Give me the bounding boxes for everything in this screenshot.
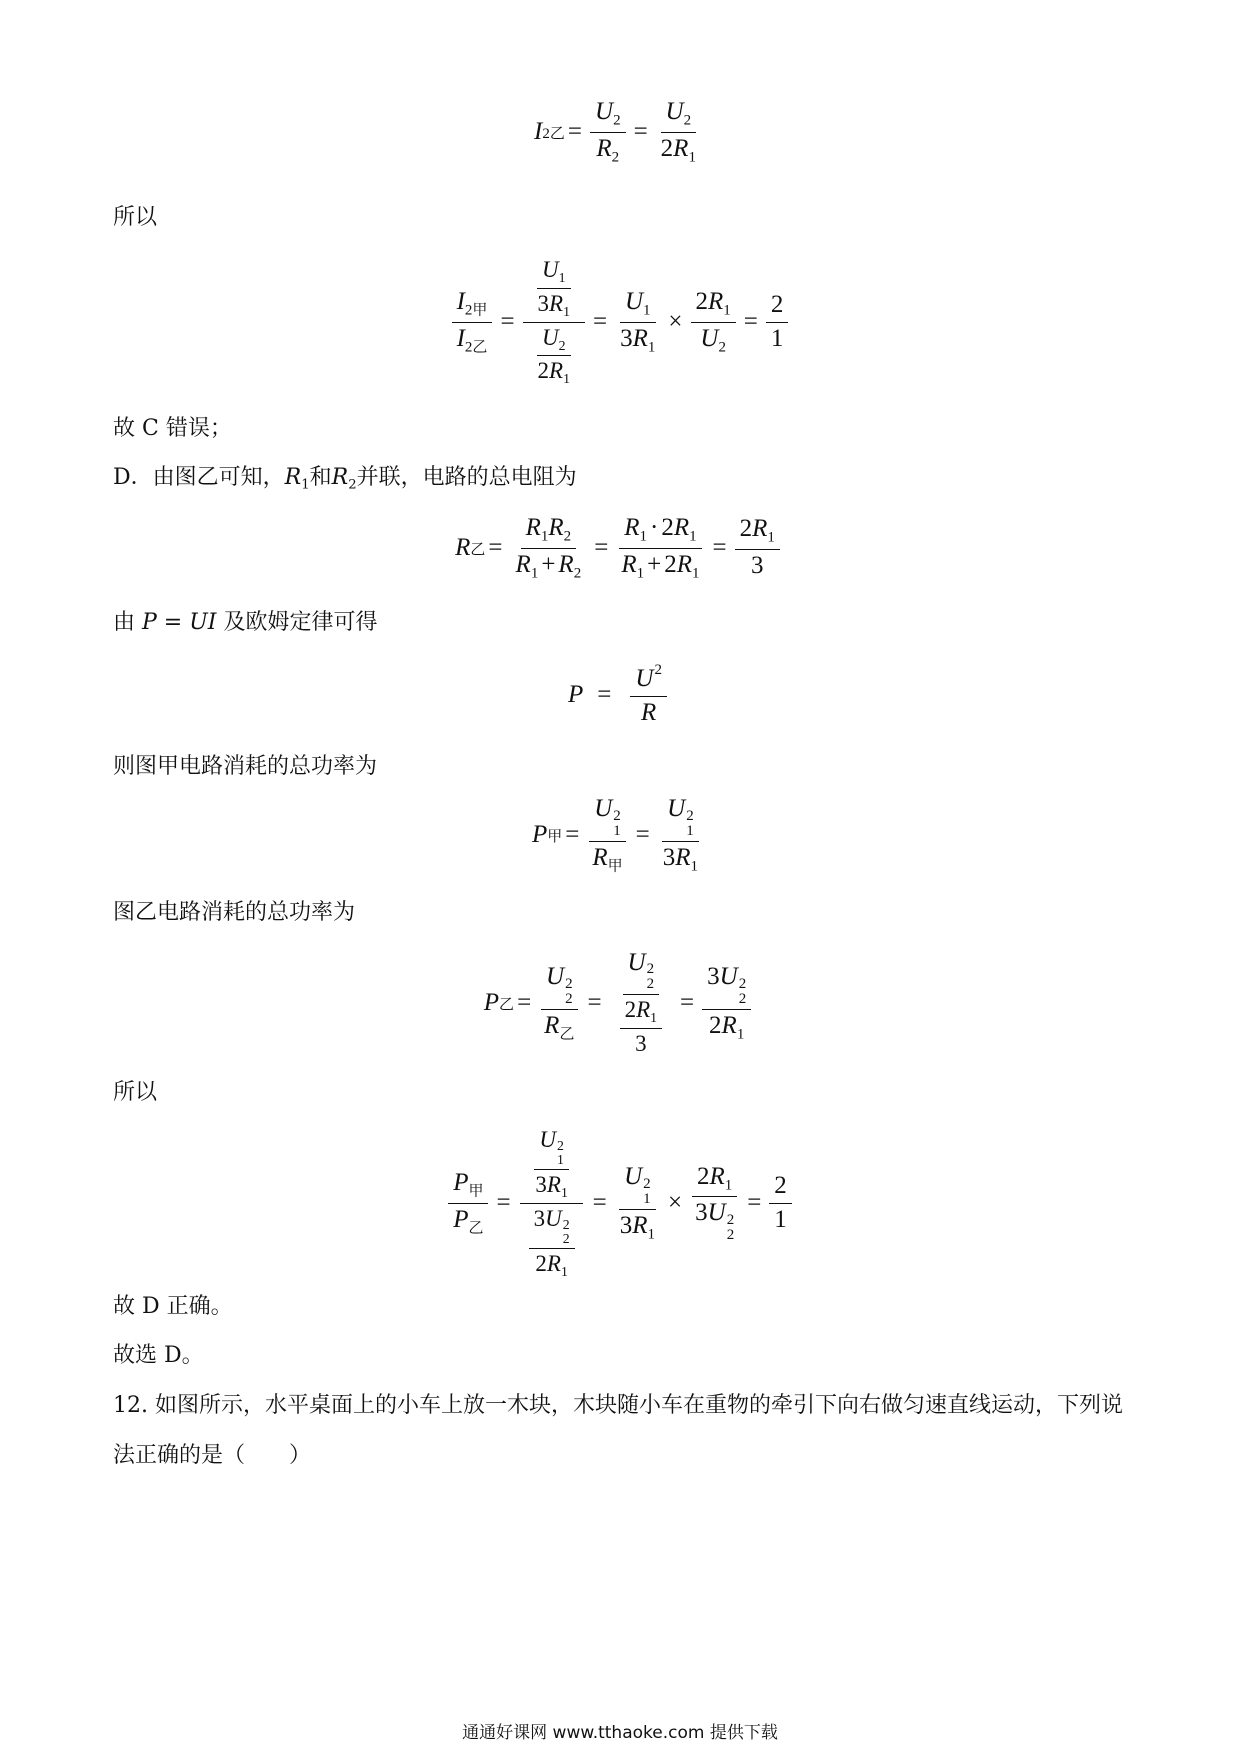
equation-i2yi [0,100,1240,164]
eq-symbol: R [621,550,637,578]
eq-symbol: R [549,358,564,384]
compound-fraction [610,949,672,1058]
eq-symbol: U [594,794,613,822]
eq-superscript: 2 [562,1216,570,1232]
eq-subscript: 甲 [547,828,563,845]
eq-symbol: U [624,288,644,315]
paragraph-d-correct: 故 D 正确。 [113,1294,233,1319]
eq-operator: = [597,681,612,708]
eq-symbol: R [641,699,657,726]
eq-subscript: 2 [646,976,655,993]
eq-number: 3 [537,290,550,316]
eq-operator: = [488,534,503,561]
eq-subscript: 1 [639,528,647,545]
eq-subscript: 1 [301,477,310,493]
eq-symbol: R [752,515,768,543]
eq-subscript: 1 [647,1225,656,1242]
text-span: 及欧姆定律可得 [223,610,378,635]
eq-subscript: 2 [611,148,620,165]
eq-symbol: U [635,665,654,693]
eq-subscript: 1 [556,1152,564,1168]
eq-operator: = [517,989,532,1016]
eq-subscript: 1 [688,148,696,165]
eq-symbol: R [708,288,724,315]
eq-subscript: 乙 [559,1025,575,1042]
eq-operator: × [668,308,683,335]
eq-subscript: 2 [718,338,726,355]
eq-subscript: 乙 [470,541,486,558]
eq-subscript: 2 [573,564,582,581]
eq-symbol: R [455,534,471,561]
eq-subscript: 1 [689,528,697,545]
eq-number: 3 [707,962,720,990]
fraction [615,1163,660,1243]
eq-number: 2 [739,515,753,543]
eq-number: 3 [662,843,676,871]
eq-subscript: 1 [686,822,694,839]
eq-subscript: 1 [636,564,645,581]
eq-operator: = [593,308,608,335]
eq-symbol: R [544,1011,560,1039]
eq-operator: = [496,1189,511,1216]
fraction [658,795,703,875]
eq-symbol: R [709,1162,725,1190]
text-span: D．由图乙可知， [113,465,285,490]
fraction [690,1163,739,1243]
eq-symbol: R [673,514,690,541]
eq-subscript: 2甲 [464,302,488,319]
eq-number: 2 [535,1250,547,1276]
eq-symbol: U [595,98,614,125]
text-span: 由 [113,610,136,635]
eq-subscript: 1 [724,1177,733,1194]
eq-symbol: P [453,1205,469,1233]
eq-symbol: R [546,1171,561,1197]
eq-symbol: U [546,962,565,990]
eq-symbol: U [700,324,719,352]
eq-subscript: 1 [530,564,539,581]
eq-symbol: R [592,843,608,871]
eq-symbol: R [673,134,689,162]
eq-symbol: U [542,257,559,283]
eq-subscript: 2 [348,477,357,493]
eq-superscript: 2 [654,662,662,679]
eq-symbol: U [542,324,559,350]
fraction [630,662,667,728]
eq-symbol: R [632,324,648,352]
eq-number: 1 [774,1205,787,1233]
eq-number: 2 [769,1172,792,1204]
fraction [656,98,701,166]
eq-subscript: 1 [613,822,621,839]
paragraph-d-parallel [113,463,577,501]
eq-symbol: U [719,962,738,990]
eq-subscript: 1 [563,371,571,387]
equation-power-ratio [0,1128,1240,1278]
eq-superscript: 2 [726,1212,735,1229]
eq-operator: = [743,308,758,335]
fraction [702,963,751,1043]
eq-superscript: 2 [556,1138,564,1154]
eq-superscript: 2 [686,807,694,824]
fraction [769,1172,792,1235]
fraction [587,795,627,875]
eq-number: 2 [537,358,550,384]
equation-power-formula [0,660,1240,730]
eq-subscript: 2 [726,1227,735,1244]
eq-symbol: R [515,550,531,578]
eq-number: 2 [660,134,674,162]
eq-subscript: 2 [563,528,572,545]
inline-formula: P = UI [142,610,217,635]
eq-subscript: 2 [565,990,573,1007]
eq-symbol: R [549,290,564,316]
eq-number: 2 [697,1162,710,1190]
text-span: 和 [309,465,332,490]
eq-symbol: R [676,550,692,578]
eq-subscript: 1 [643,302,651,319]
eq-operator: = [635,821,650,848]
eq-operator: = [500,308,515,335]
fraction [529,1206,575,1280]
eq-number: 2 [695,288,709,315]
fraction [615,288,660,356]
paragraph-jia-power: 则图甲电路消耗的总功率为 [113,754,378,779]
question-12-line-1: 12. 如图所示，水平桌面上的小车上放一木块，木块随小车在重物的牵引下向右做匀速直线运动，下列说 [113,1393,1123,1418]
eq-symbol: I [456,324,465,352]
fraction [511,514,587,582]
paragraph-therefore-2: 所以 [113,1080,158,1105]
eq-symbol: R [525,514,541,541]
eq-symbol: R [548,514,564,541]
paragraph-ohms-law [113,608,378,638]
eq-number: 2 [661,514,674,541]
eq-symbol: R [675,843,691,871]
fraction [590,98,626,166]
eq-operator: = [594,534,609,561]
eq-subscript: 1 [560,1184,568,1200]
eq-subscript: 1 [647,338,656,355]
eq-number: 2 [664,550,677,578]
eq-subscript: 1 [643,1190,651,1207]
eq-operator: = [565,821,580,848]
eq-subscript: 2 [613,112,621,129]
eq-superscript: 2 [613,807,621,824]
eq-subscript: 1 [558,269,566,285]
fraction [539,963,579,1043]
eq-symbol: P [453,1169,469,1196]
eq-number: 3 [750,551,764,579]
eq-subscript: 1 [736,1025,745,1042]
eq-subscript: 1 [691,564,700,581]
eq-subscript: 1 [723,302,731,319]
eq-symbol: R [546,1250,561,1276]
eq-operator: = [592,1189,607,1216]
paragraph-choose-d: 故选 D。 [113,1343,204,1368]
eq-operator: = [567,118,582,145]
fraction [766,291,789,354]
eq-symbol: R [721,1011,737,1039]
eq-symbol: I [534,118,543,145]
paragraph-therefore-1: 所以 [113,205,158,230]
eq-operator: + [647,550,662,578]
eq-symbol: U [665,98,684,125]
eq-symbol: U [539,1126,556,1152]
equation-current-ratio [0,252,1240,392]
eq-symbol: U [624,1162,643,1190]
eq-subscript: 乙 [499,996,515,1013]
fraction [533,257,575,319]
eq-number: 3 [535,1171,547,1197]
eq-symbol: U [667,794,686,822]
equation-p-jia [0,794,1240,874]
eq-operator: = [587,989,602,1016]
eq-symbol: U [545,1205,562,1231]
eq-subscript: 2 [558,337,566,353]
eq-subscript: 甲 [607,857,623,874]
eq-subscript: 乙 [468,1219,484,1236]
eq-operator: = [712,534,727,561]
eq-symbol: R [636,997,651,1023]
paragraph-yi-power: 图乙电路消耗的总功率为 [113,900,356,925]
eq-operator: + [541,550,556,578]
fraction [448,1169,488,1237]
eq-subscript: 1 [560,1263,568,1279]
eq-operator: = [680,989,695,1016]
eq-symbol: R [558,550,574,578]
eq-subscript: 1 [767,529,775,546]
fraction [691,288,736,356]
eq-symbol: P [568,681,584,708]
eq-number: 3 [635,1031,647,1056]
eq-symbol: U [707,1199,726,1227]
fraction [616,514,704,582]
eq-symbol: P [483,989,500,1016]
question-12-line-2: 法正确的是（ ） [113,1443,312,1468]
paragraph-c-wrong: 故 C 错误； [113,416,232,441]
eq-superscript: 2 [738,975,747,992]
compound-fraction [523,257,585,387]
eq-subscript: 1 [563,303,571,319]
fraction [452,288,493,356]
eq-number: 1 [770,324,784,352]
equation-p-yi [0,948,1240,1058]
eq-number: 2 [624,997,637,1023]
eq-number: 3 [620,324,633,352]
eq-operator: = [633,118,648,145]
eq-symbol: R [284,465,302,490]
eq-subscript: 2乙 [542,125,565,142]
fraction [620,997,662,1057]
eq-symbol: U [627,948,646,976]
eq-symbol: P [531,821,548,848]
eq-number: 3 [533,1205,546,1231]
eq-subscript: 2 [738,990,747,1007]
eq-subscript: 1 [690,857,699,874]
eq-operator: × [668,1189,683,1216]
compound-fraction [519,1127,585,1279]
eq-operator: · [649,514,659,541]
eq-subscript: 1 [650,1010,658,1026]
eq-superscript: 2 [565,975,573,992]
fraction [530,1127,572,1201]
eq-symbol: R [624,514,640,541]
eq-symbol: R [632,1211,648,1239]
eq-superscript: 2 [643,1175,651,1192]
eq-subscript: 2乙 [464,338,488,355]
equation-r-yi [0,516,1240,580]
eq-subscript: 2 [562,1230,570,1246]
eq-symbol: R [331,465,349,490]
page-footer: 通通好课网 www.tthaoke.com 提供下载 [462,1723,778,1743]
fraction [533,325,575,387]
eq-number: 2 [709,1011,722,1039]
eq-subscript: 2 [683,112,692,129]
text-span: 并联，电路的总电阻为 [356,465,577,490]
eq-subscript: 1 [540,528,549,545]
eq-symbol: R [596,134,612,162]
eq-number: 3 [619,1211,633,1239]
eq-superscript: 2 [646,961,655,978]
eq-number: 3 [695,1199,708,1227]
fraction [735,515,780,580]
eq-symbol: I [456,288,465,315]
eq-subscript: 甲 [468,1183,484,1200]
eq-number: 2 [766,291,789,323]
eq-operator: = [747,1189,762,1216]
